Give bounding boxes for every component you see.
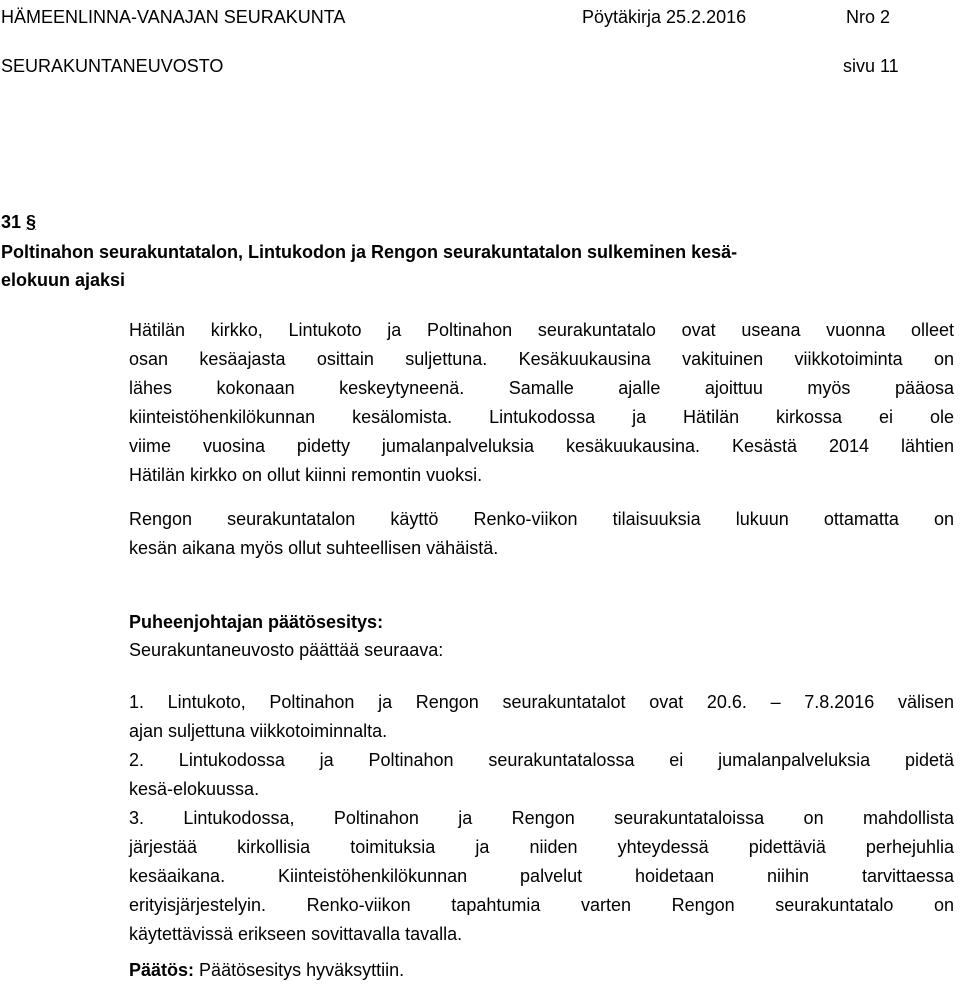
section-number <box>1 208 36 237</box>
header-minutes-date: Pöytäkirja 25.2.2016 <box>582 7 747 27</box>
body-p2-line <box>129 505 954 534</box>
proposal-item-text: 3. Lintukodossa, Poltinahon ja Rengon seurakuntataloissa on mahdollista <box>129 808 954 828</box>
decision-label: Päätös: <box>129 960 195 980</box>
decision-text: Päätösesitys hyväksyttiin. <box>199 960 405 980</box>
header-body-name: SEURAKUNTANEUVOSTO <box>1 56 224 76</box>
header-organization: HÄMEENLINNA-VANAJAN SEURAKUNTA <box>1 7 346 27</box>
proposal-item-line: kesä-elokuussa. <box>129 779 260 799</box>
proposal-item-line <box>129 891 954 920</box>
body-p1-line <box>129 345 954 374</box>
proposal-item-text: 1. Lintukoto, Poltinahon ja Rengon seurakuntatalot ovat 20.6. – 7.8.2016 välisen <box>129 692 954 712</box>
section-title-line2: elokuun ajaksi <box>1 270 126 290</box>
proposal-item-text: kesäaikana. Kiinteistöhenkilökunnan palvelut hoidetaan niihin tarvittaessa <box>129 866 954 886</box>
proposal-item-line <box>129 746 954 775</box>
body-p1-line-text: viime vuosina pidetty jumalanpalveluksia kesäkuukausina. Kesästä 2014 lähtien <box>129 436 954 456</box>
body-p1-last-line: Hätilän kirkko on ollut kiinni remontin vuoksi. <box>129 465 483 485</box>
proposal-item-line <box>129 688 954 717</box>
body-p1-line <box>129 432 954 461</box>
header-page-number: sivu 11 <box>843 56 899 76</box>
proposal-item-text: 2. Lintukodossa ja Poltinahon seurakuntatalossa ei jumalanpalveluksia pidetä <box>129 750 954 770</box>
body-p2-last-line: kesän aikana myös ollut suhteellisen vähäistä. <box>129 538 499 558</box>
proposal-item-line: ajan suljettuna viikkotoiminnalta. <box>129 721 388 741</box>
body-p2-line-text: Rengon seurakuntatalon käyttö Renko-viikon tilaisuuksia lukuun ottamatta on <box>129 509 954 529</box>
section-title-line1: Poltinahon seurakuntatalon, Lintukodon ja Rengon seurakuntatalon sulkeminen kesä- <box>1 242 738 262</box>
proposal-heading: Puheenjohtajan päätösesitys: <box>129 612 384 632</box>
section-number-value: 31 <box>1 212 22 232</box>
section-symbol: § <box>26 212 37 232</box>
body-p1-line <box>129 403 954 432</box>
proposal-intro: Seurakuntaneuvosto päättää seuraava: <box>129 640 444 660</box>
proposal-item-line: käytettävissä erikseen sovittavalla tavalla. <box>129 924 463 944</box>
proposal-item-line <box>129 804 954 833</box>
header-number: Nro 2 <box>846 7 891 27</box>
body-p1-line <box>129 316 954 345</box>
proposal-item-text: järjestää kirkollisia toimituksia ja niiden yhteydessä pidettäviä perhejuhlia <box>129 837 954 857</box>
proposal-item-line <box>129 833 954 862</box>
proposal-item-text: erityisjärjestelyin. Renko-viikon tapahtumia varten Rengon seurakuntatalo on <box>129 895 954 915</box>
proposal-item-line <box>129 862 954 891</box>
body-p1-line-text: Hätilän kirkko, Lintukoto ja Poltinahon seurakuntatalo ovat useana vuonna olleet <box>129 320 954 340</box>
body-p1-line-text: kiinteistöhenkilökunnan kesälomista. Lintukodossa ja Hätilän kirkossa ei ole <box>129 407 954 427</box>
body-p1-line-text: lähes kokonaan keskeytyneenä. Samalle ajalle ajoittuu myös pääosa <box>129 378 954 398</box>
decision <box>129 956 404 985</box>
body-p1-line <box>129 374 954 403</box>
body-p1-line-text: osan kesäajasta osittain suljettuna. Kesäkuukausina vakituinen viikkotoiminta on <box>129 349 954 369</box>
